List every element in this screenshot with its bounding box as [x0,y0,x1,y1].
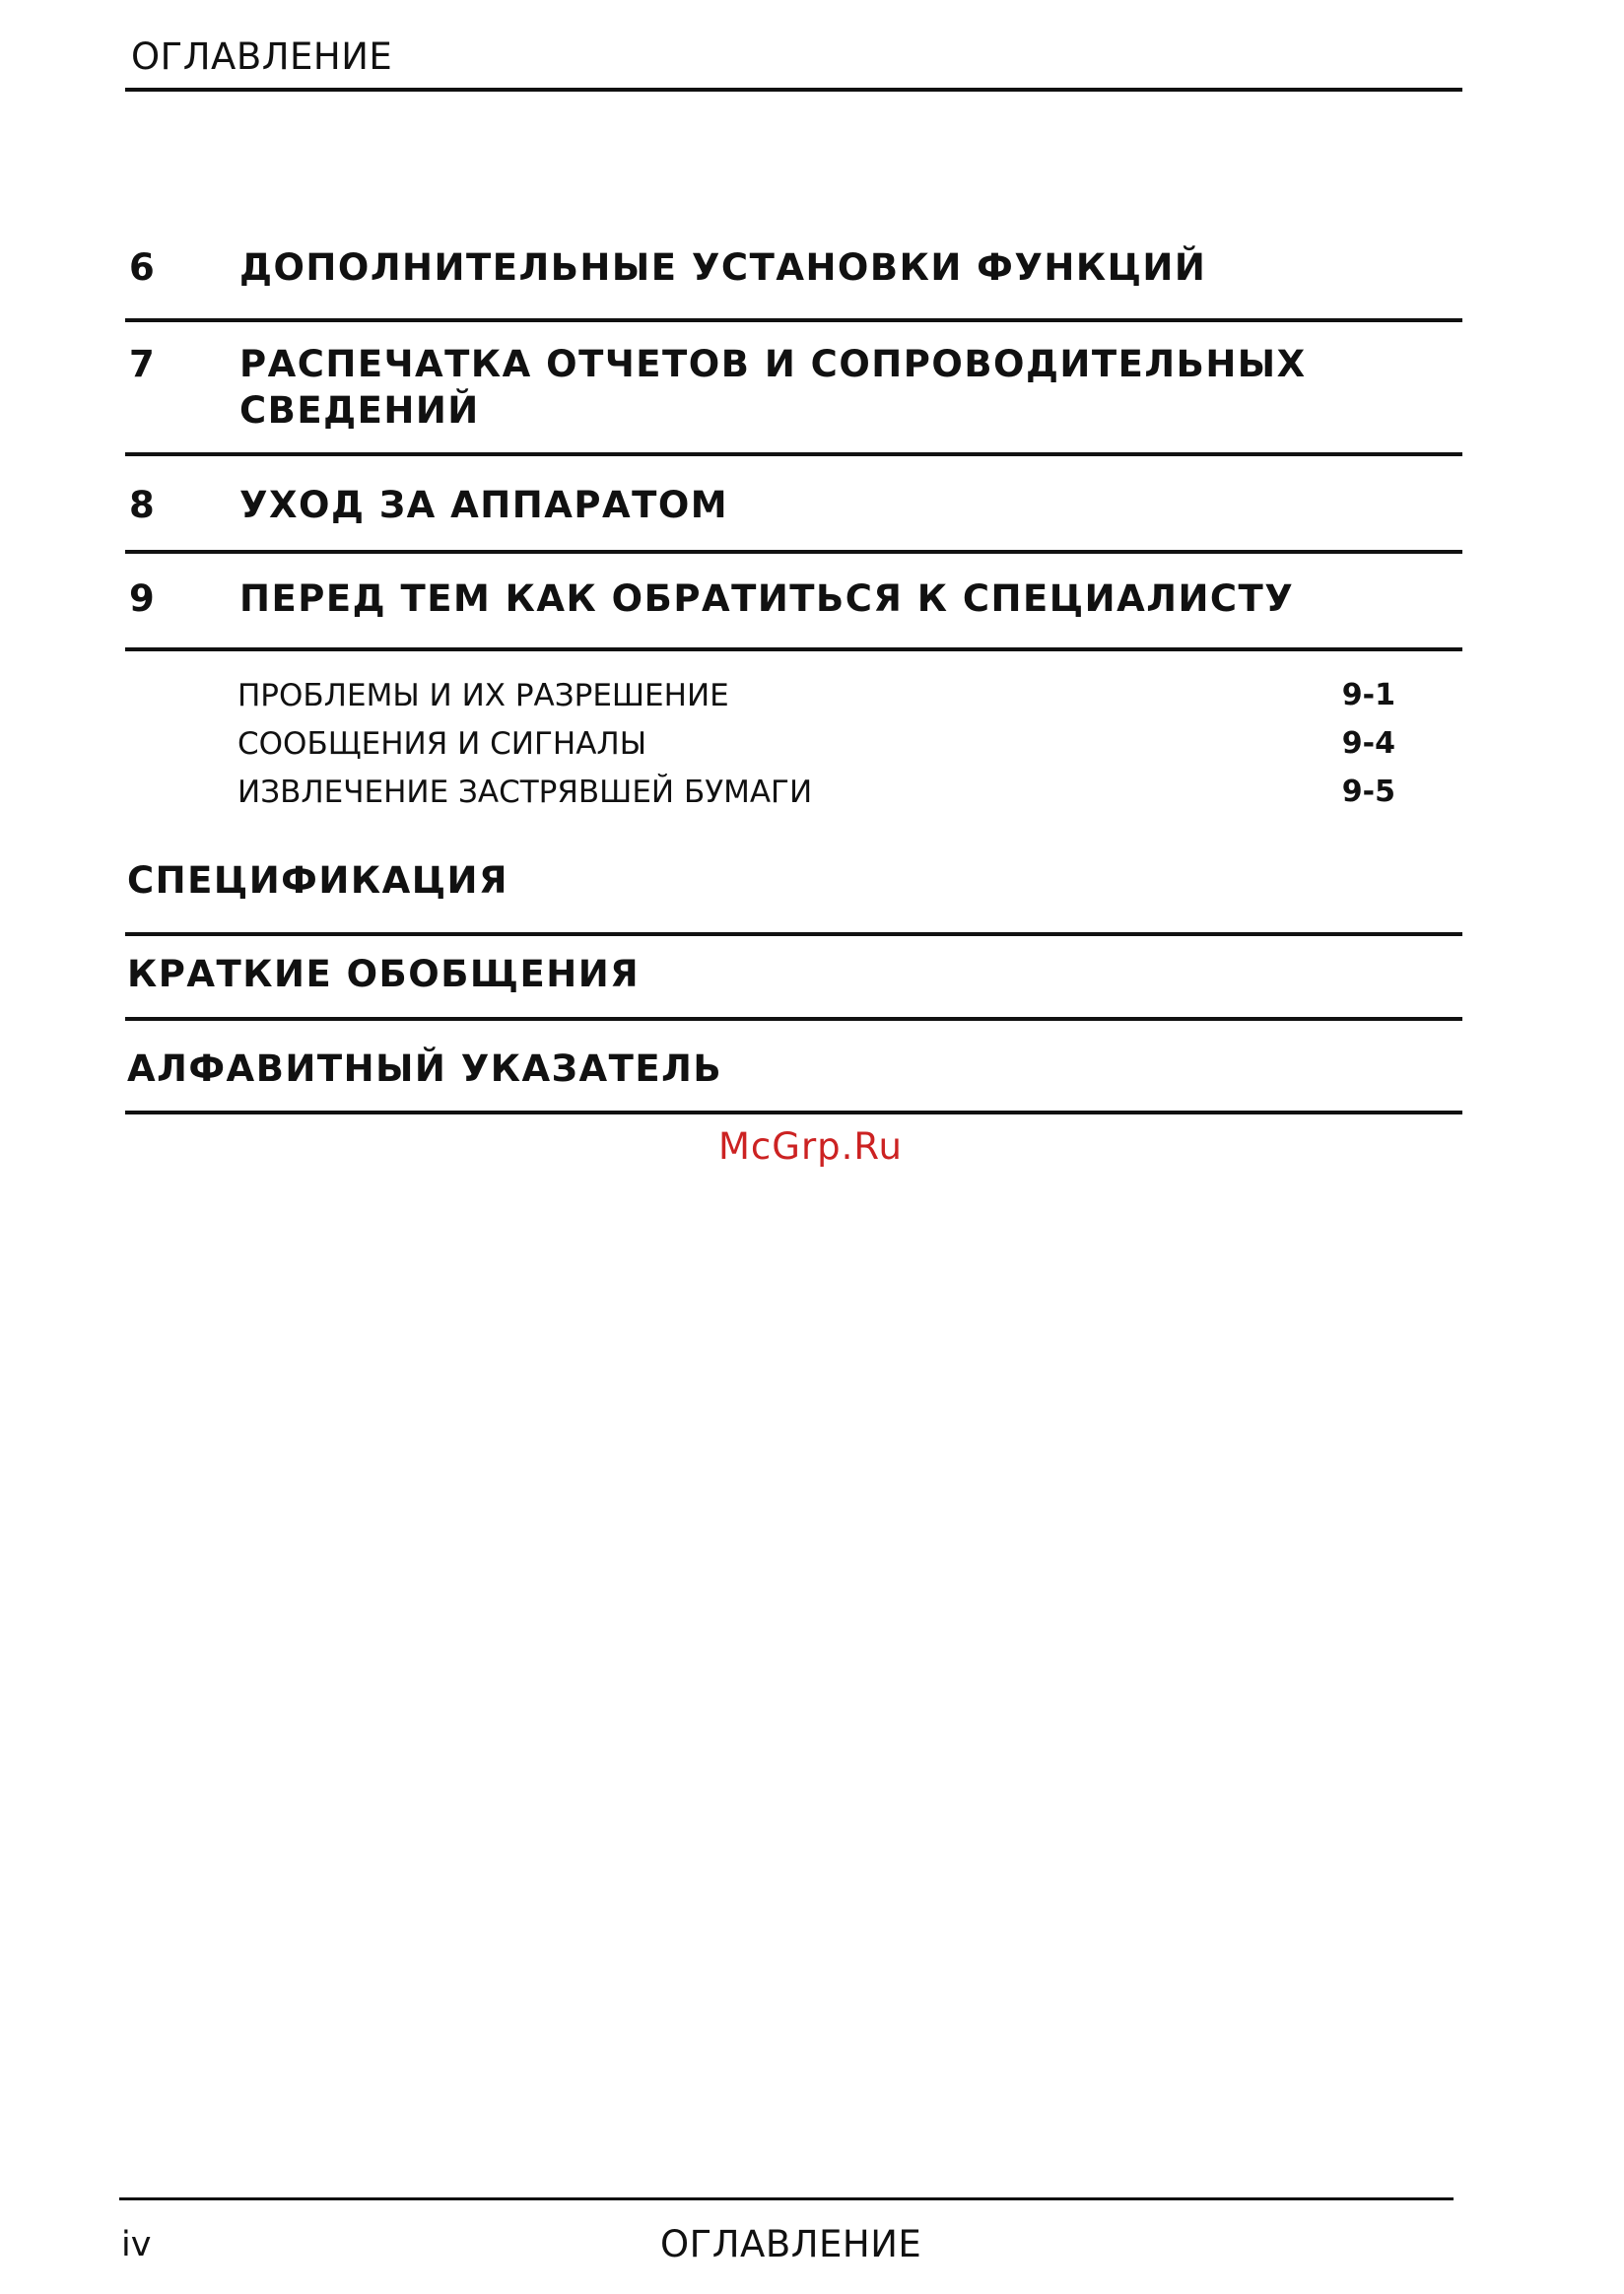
section-title-specification[interactable]: СПЕЦИФИКАЦИЯ [127,859,509,902]
subsection-page-number: 9-5 [1341,775,1395,809]
page-header-title: ОГЛАВЛЕНИЕ [131,35,393,78]
subsection-row[interactable] [237,678,1395,719]
header-divider [125,88,1462,92]
section-divider [125,1111,1462,1114]
chapter-divider [125,318,1462,322]
subsection-page-number: 9-4 [1341,726,1395,761]
chapter-number-9: 9 [129,577,155,620]
chapter-number-6: 6 [129,246,155,289]
chapter-number-7: 7 [129,343,155,385]
section-title-summaries[interactable]: КРАТКИЕ ОБОБЩЕНИЯ [127,953,641,995]
chapter-title-7[interactable]: РАСПЕЧАТКА ОТЧЕТОВ И СОПРОВОДИТЕЛЬНЫХ СВЕДЕНИЙ [239,343,1307,432]
subsection-row[interactable] [237,775,1395,816]
subsection-page-number: 9-1 [1341,678,1395,712]
chapter-number-8: 8 [129,484,155,526]
section-divider [125,1017,1462,1021]
subsection-label: ИЗВЛЕЧЕНИЕ ЗАСТРЯВШЕЙ БУМАГИ [237,775,813,810]
watermark-text: McGrp.Ru [718,1125,903,1168]
subsection-label: СООБЩЕНИЯ И СИГНАЛЫ [237,726,647,762]
subsection-row[interactable] [237,726,1395,768]
section-title-index[interactable]: АЛФАВИТНЫЙ УКАЗАТЕЛЬ [127,1047,723,1090]
chapter-title-6[interactable]: ДОПОЛНИТЕЛЬНЫЕ УСТАНОВКИ ФУНКЦИЙ [239,246,1207,289]
chapter-divider [125,647,1462,651]
section-divider [125,932,1462,936]
subsection-label: ПРОБЛЕМЫ И ИХ РАЗРЕШЕНИЕ [237,678,729,713]
chapter-divider [125,550,1462,554]
chapter-title-9[interactable]: ПЕРЕД ТЕМ КАК ОБРАТИТЬСЯ К СПЕЦИАЛИСТУ [239,577,1295,620]
chapter-divider [125,452,1462,456]
footer-title: ОГЛАВЛЕНИЕ [660,2223,922,2265]
footer-page-number: iv [121,2225,152,2264]
footer-divider [119,2197,1454,2200]
chapter-title-8[interactable]: УХОД ЗА АППАРАТОМ [239,484,729,526]
